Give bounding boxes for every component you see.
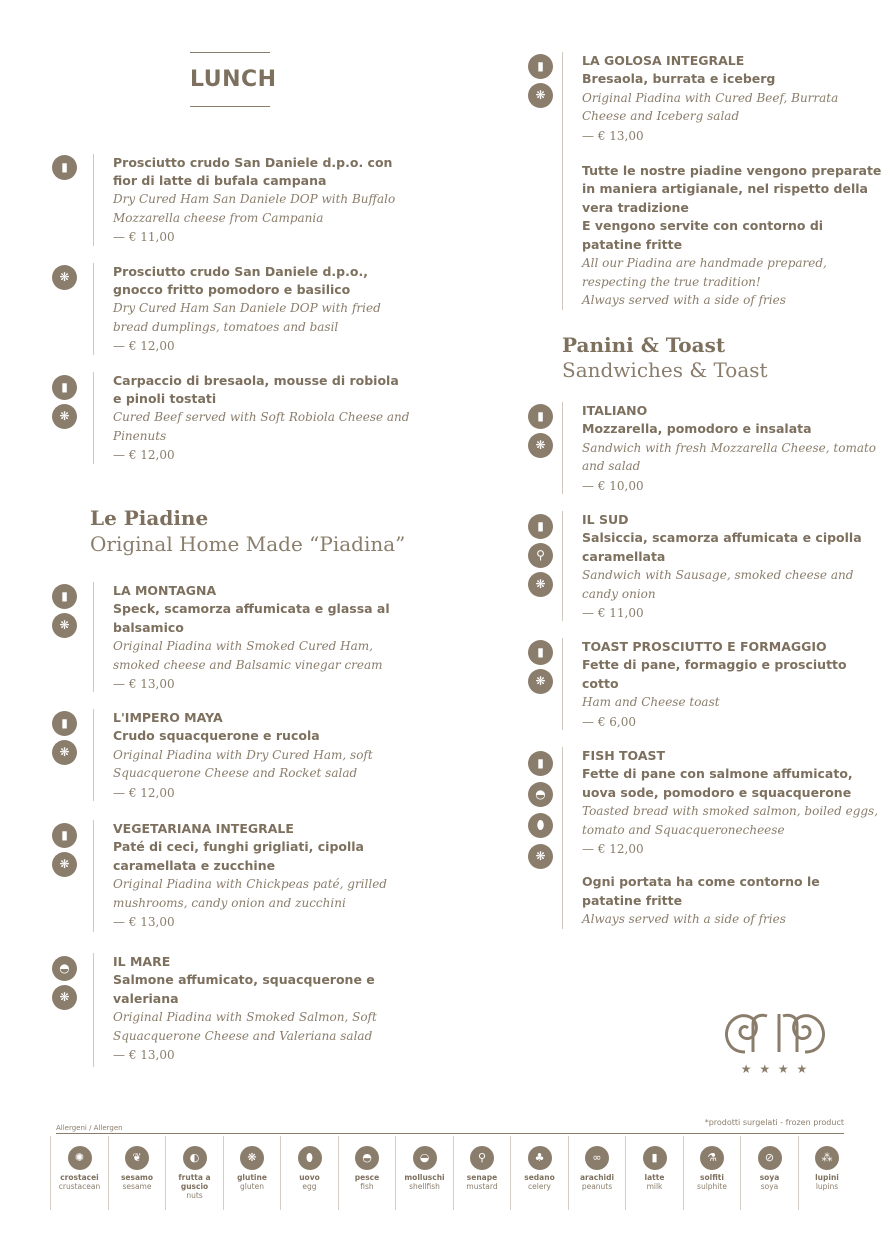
milk-icon: ▮ — [643, 1146, 667, 1170]
allergen-crustacean — [50, 1136, 108, 1210]
milk-icon: ▮ — [52, 823, 77, 848]
allergen-name: sedano — [524, 1173, 555, 1182]
item-description: Original Piadina with Smoked Cured Ham, — [113, 639, 373, 653]
menu-item — [93, 582, 413, 692]
item-name: e pinoli tostati — [113, 391, 217, 406]
note-translation: All our Piadina are handmade prepared, — [582, 256, 827, 270]
allergen-name: guscio — [180, 1182, 209, 1191]
item-description: mushrooms, candy onion and zucchini — [113, 895, 346, 910]
menu-item — [93, 709, 413, 801]
milk-icon: ▮ — [528, 404, 553, 429]
item-description: candy onion — [582, 586, 656, 601]
allergen-translation: lupins — [815, 1182, 839, 1191]
wheat-icon: ❋ — [52, 740, 77, 765]
milk-icon: ▮ — [528, 751, 553, 776]
item-ingredients: cotto — [582, 675, 619, 691]
menu-item — [562, 511, 882, 621]
section-subtitle: Original Home Made “Piadina” — [90, 532, 406, 556]
section-title: Panini & Toast — [562, 333, 726, 357]
note-text: patatine fritte — [582, 236, 683, 252]
item-ingredients: uova sode, pomodoro e squacquerone — [582, 784, 852, 800]
wheat-icon: ❋ — [52, 852, 77, 877]
logo-stars: ★ ★ ★ ★ — [740, 1062, 810, 1076]
allergen-translation: celery — [528, 1182, 551, 1191]
item-title: IL MARE — [113, 954, 171, 969]
item-ingredients: balsamico — [113, 619, 184, 635]
note-text: vera tradizione — [582, 199, 689, 215]
item-title: FISH TOAST — [582, 748, 666, 763]
milk-icon: ▮ — [52, 711, 77, 736]
allergen-mustard — [453, 1136, 511, 1210]
item-name: Prosciutto crudo San Daniele d.p.o., — [113, 264, 368, 279]
crab-icon: ✺ — [68, 1146, 92, 1170]
item-description: Original Piadina with Cured Beef, Burrata — [582, 90, 839, 105]
menu-item — [93, 154, 413, 246]
item-price: — € 12,00 — [113, 448, 175, 462]
item-ingredients: Salsiccia, scamorza affumicata e cipolla — [582, 530, 862, 545]
egg-icon: ⬮ — [298, 1146, 322, 1170]
item-price: — € 13,00 — [582, 128, 644, 143]
wheat-icon: ❋ — [528, 572, 553, 597]
allergen-translation: nuts — [186, 1191, 203, 1200]
item-title: LA MONTAGNA — [113, 583, 217, 598]
item-ingredients: Speck, scamorza affumicata e glassa al — [113, 601, 390, 616]
menu-item — [93, 953, 413, 1067]
allergen-milk — [625, 1136, 683, 1210]
item-description: Original Piadina with Dry Cured Ham, soft — [113, 747, 373, 762]
item-title: VEGETARIANA INTEGRALE — [113, 821, 294, 836]
item-ingredients: caramellata e zucchine — [113, 857, 276, 873]
sulphite-icon: ⚗ — [700, 1146, 724, 1170]
menu-item — [93, 263, 413, 355]
item-description: Pinenuts — [113, 428, 167, 443]
divider — [56, 1133, 844, 1134]
milk-icon: ▮ — [52, 584, 77, 609]
item-ingredients: Fette di pane, formaggio e prosciutto — [582, 657, 847, 672]
item-price: — € 12,00 — [113, 339, 175, 353]
allergen-name: soya — [759, 1173, 780, 1182]
milk-icon: ▮ — [52, 155, 77, 180]
item-description: Original Piadina with Chickpeas paté, grilled — [113, 877, 387, 891]
allergen-translation: sulphite — [697, 1182, 727, 1191]
fish-icon: ◓ — [528, 782, 553, 807]
wheat-icon: ❋ — [240, 1146, 264, 1170]
note-text: Ogni portata ha come contorno le — [582, 874, 820, 889]
item-description: Mozzarella cheese from Campania — [113, 210, 324, 225]
allergen-name: senape — [466, 1173, 498, 1182]
wheat-icon: ❋ — [52, 265, 77, 290]
menu-item — [562, 638, 882, 730]
item-description: Sandwich with fresh Mozzarella Cheese, tomato — [582, 440, 877, 455]
item-name: Carpaccio di bresaola, mousse di robiola — [113, 373, 399, 388]
menu-item — [562, 747, 882, 929]
divider — [190, 106, 270, 107]
allergen-name: uovo — [299, 1173, 320, 1182]
allergen-name: molluschi — [404, 1173, 445, 1182]
item-description: Ham and Cheese toast — [582, 695, 720, 709]
allergen-egg — [280, 1136, 338, 1210]
allergen-nuts — [165, 1136, 223, 1210]
allergen-name: pesce — [354, 1173, 380, 1182]
item-price: — € 6,00 — [582, 714, 636, 729]
item-title: TOAST PROSCIUTTO E FORMAGGIO — [582, 639, 827, 654]
mustard-icon: ⚲ — [528, 543, 553, 568]
item-description: Squacquerone Cheese and Valeriana salad — [113, 1028, 373, 1043]
item-description: Toasted bread with smoked salmon, boiled eggs, — [582, 804, 879, 818]
allergen-translation: shellfish — [409, 1182, 440, 1191]
note-text: patatine fritte — [582, 892, 683, 908]
milk-icon: ▮ — [52, 375, 77, 400]
menu-item — [93, 820, 413, 932]
allergen-name: crostacei — [60, 1173, 99, 1182]
allergen-name: frutta a — [178, 1173, 211, 1182]
allergen-shellfish — [395, 1136, 453, 1210]
item-ingredients: Fette di pane con salmone affumicato, — [582, 766, 853, 781]
allergen-translation: peanuts — [581, 1182, 613, 1191]
item-title: ITALIANO — [582, 403, 648, 418]
sesame-icon: ❦ — [125, 1146, 149, 1170]
item-description: Original Piadina with Smoked Salmon, Soft — [113, 1010, 377, 1024]
milk-icon: ▮ — [528, 514, 553, 539]
milk-icon: ▮ — [528, 640, 553, 665]
allergen-gluten — [223, 1136, 281, 1210]
allergen-sulphite — [683, 1136, 741, 1210]
peanut-icon: ∞ — [585, 1146, 609, 1170]
allergen-translation: milk — [646, 1182, 663, 1191]
fish-icon: ◓ — [52, 956, 77, 981]
allergen-legend-title: Allergeni / Allergen — [56, 1124, 123, 1132]
item-description: Squacquerone Cheese and Rocket salad — [113, 766, 358, 780]
item-ingredients: Bresaola, burrata e iceberg — [582, 71, 776, 86]
item-description: and salad — [582, 459, 641, 473]
item-description: Cured Beef served with Soft Robiola Cheese and — [113, 410, 410, 424]
item-ingredients: Mozzarella, pomodoro e insalata — [582, 421, 812, 436]
item-description: tomato and Squacqueronecheese — [582, 822, 785, 837]
item-price: — € 13,00 — [113, 677, 175, 691]
soya-icon: ⊘ — [758, 1146, 782, 1170]
allergen-translation: crustacean — [58, 1182, 101, 1191]
allergen-sesame — [108, 1136, 166, 1210]
note-translation: Always served with a side of fries — [582, 912, 786, 926]
menu-item — [562, 52, 882, 310]
item-name: gnocco fritto pomodoro e basilico — [113, 282, 351, 297]
item-price: — € 11,00 — [113, 230, 175, 244]
celery-icon: ♣ — [528, 1146, 552, 1170]
item-price: — € 13,00 — [113, 1048, 175, 1062]
wheat-icon: ❋ — [52, 613, 77, 638]
allergen-translation: egg — [302, 1182, 317, 1191]
item-price: — € 12,00 — [113, 785, 175, 800]
allergen-name: latte — [644, 1173, 665, 1182]
milk-icon: ▮ — [528, 54, 553, 79]
wheat-icon: ❋ — [528, 844, 553, 869]
section-subtitle: Sandwiches & Toast — [562, 358, 768, 382]
allergen-fish — [338, 1136, 396, 1210]
allergen-celery — [510, 1136, 568, 1210]
allergen-soya — [740, 1136, 798, 1210]
page-title: LUNCH — [190, 67, 277, 92]
item-price: — € 13,00 — [113, 915, 175, 929]
item-price: — € 12,00 — [582, 842, 644, 856]
lunch-header — [190, 52, 277, 107]
item-description: smoked cheese and Balsamic vinegar cream — [113, 657, 383, 672]
wheat-icon: ❋ — [528, 83, 553, 108]
item-name: Prosciutto crudo San Daniele d.p.o. con — [113, 155, 393, 170]
item-ingredients: caramellata — [582, 548, 666, 564]
menu-item — [562, 402, 882, 494]
allergen-peanuts — [568, 1136, 626, 1210]
frozen-note: *prodotti surgelati - frozen product — [704, 1118, 844, 1127]
fish-icon: ◓ — [355, 1146, 379, 1170]
item-description: Dry Cured Ham San Daniele DOP with Buffalo — [113, 192, 396, 206]
lupin-icon: ⁂ — [815, 1146, 839, 1170]
allergen-translation: sesame — [122, 1182, 152, 1191]
item-price: — € 11,00 — [582, 606, 644, 620]
mustard-icon: ⚲ — [470, 1146, 494, 1170]
allergen-translation: soya — [760, 1182, 779, 1191]
item-description: Dry Cured Ham San Daniele DOP with fried — [113, 301, 381, 315]
allergen-translation: mustard — [466, 1182, 498, 1191]
allergen-lupins — [798, 1136, 856, 1210]
note-text: E vengono servite con contorno di — [582, 218, 824, 233]
allergen-name: glutine — [237, 1173, 267, 1182]
allergen-name: lupini — [815, 1173, 839, 1182]
wheat-icon: ❋ — [528, 433, 553, 458]
item-title: L'IMPERO MAYA — [113, 710, 223, 725]
allergen-translation: fish — [360, 1182, 374, 1191]
note-translation: respecting the true tradition! — [582, 274, 761, 289]
nut-icon: ◐ — [183, 1146, 207, 1170]
note-translation: Always served with a side of fries — [582, 293, 786, 307]
piadine-section-header — [90, 506, 405, 556]
section-title: Le Piadine — [90, 506, 209, 530]
item-price: — € 10,00 — [582, 478, 644, 493]
menu-item — [93, 372, 413, 464]
allergen-name: solfiti — [700, 1173, 724, 1182]
item-description: Sandwich with Sausage, smoked cheese and — [582, 568, 854, 582]
hotel-logo — [720, 1008, 830, 1076]
note-text: in maniera artigianale, nel rispetto della — [582, 181, 868, 196]
logo-mark-icon — [721, 1008, 829, 1056]
item-name: fior di latte di bufala campana — [113, 173, 327, 188]
allergen-name: sesamo — [120, 1173, 154, 1182]
item-ingredients: Salmone affumicato, squacquerone e — [113, 972, 375, 987]
wheat-icon: ❋ — [528, 669, 553, 694]
item-ingredients: Paté di ceci, funghi grigliati, cipolla — [113, 839, 364, 854]
item-ingredients: valeriana — [113, 990, 179, 1006]
shell-icon: ◒ — [413, 1146, 437, 1170]
item-description: bread dumplings, tomatoes and basil — [113, 319, 339, 334]
item-title: LA GOLOSA INTEGRALE — [582, 53, 745, 68]
wheat-icon: ❋ — [52, 404, 77, 429]
item-description: Cheese and Iceberg salad — [582, 109, 740, 123]
item-title: IL SUD — [582, 512, 629, 527]
panini-section-header — [562, 333, 768, 382]
allergen-name: arachidi — [579, 1173, 615, 1182]
wheat-icon: ❋ — [52, 985, 77, 1010]
item-ingredients: Crudo squacquerone e rucola — [113, 728, 320, 743]
allergen-translation: gluten — [240, 1182, 264, 1191]
note-text: Tutte le nostre piadine vengono preparate — [582, 162, 882, 178]
egg-icon: ⬮ — [528, 813, 553, 838]
